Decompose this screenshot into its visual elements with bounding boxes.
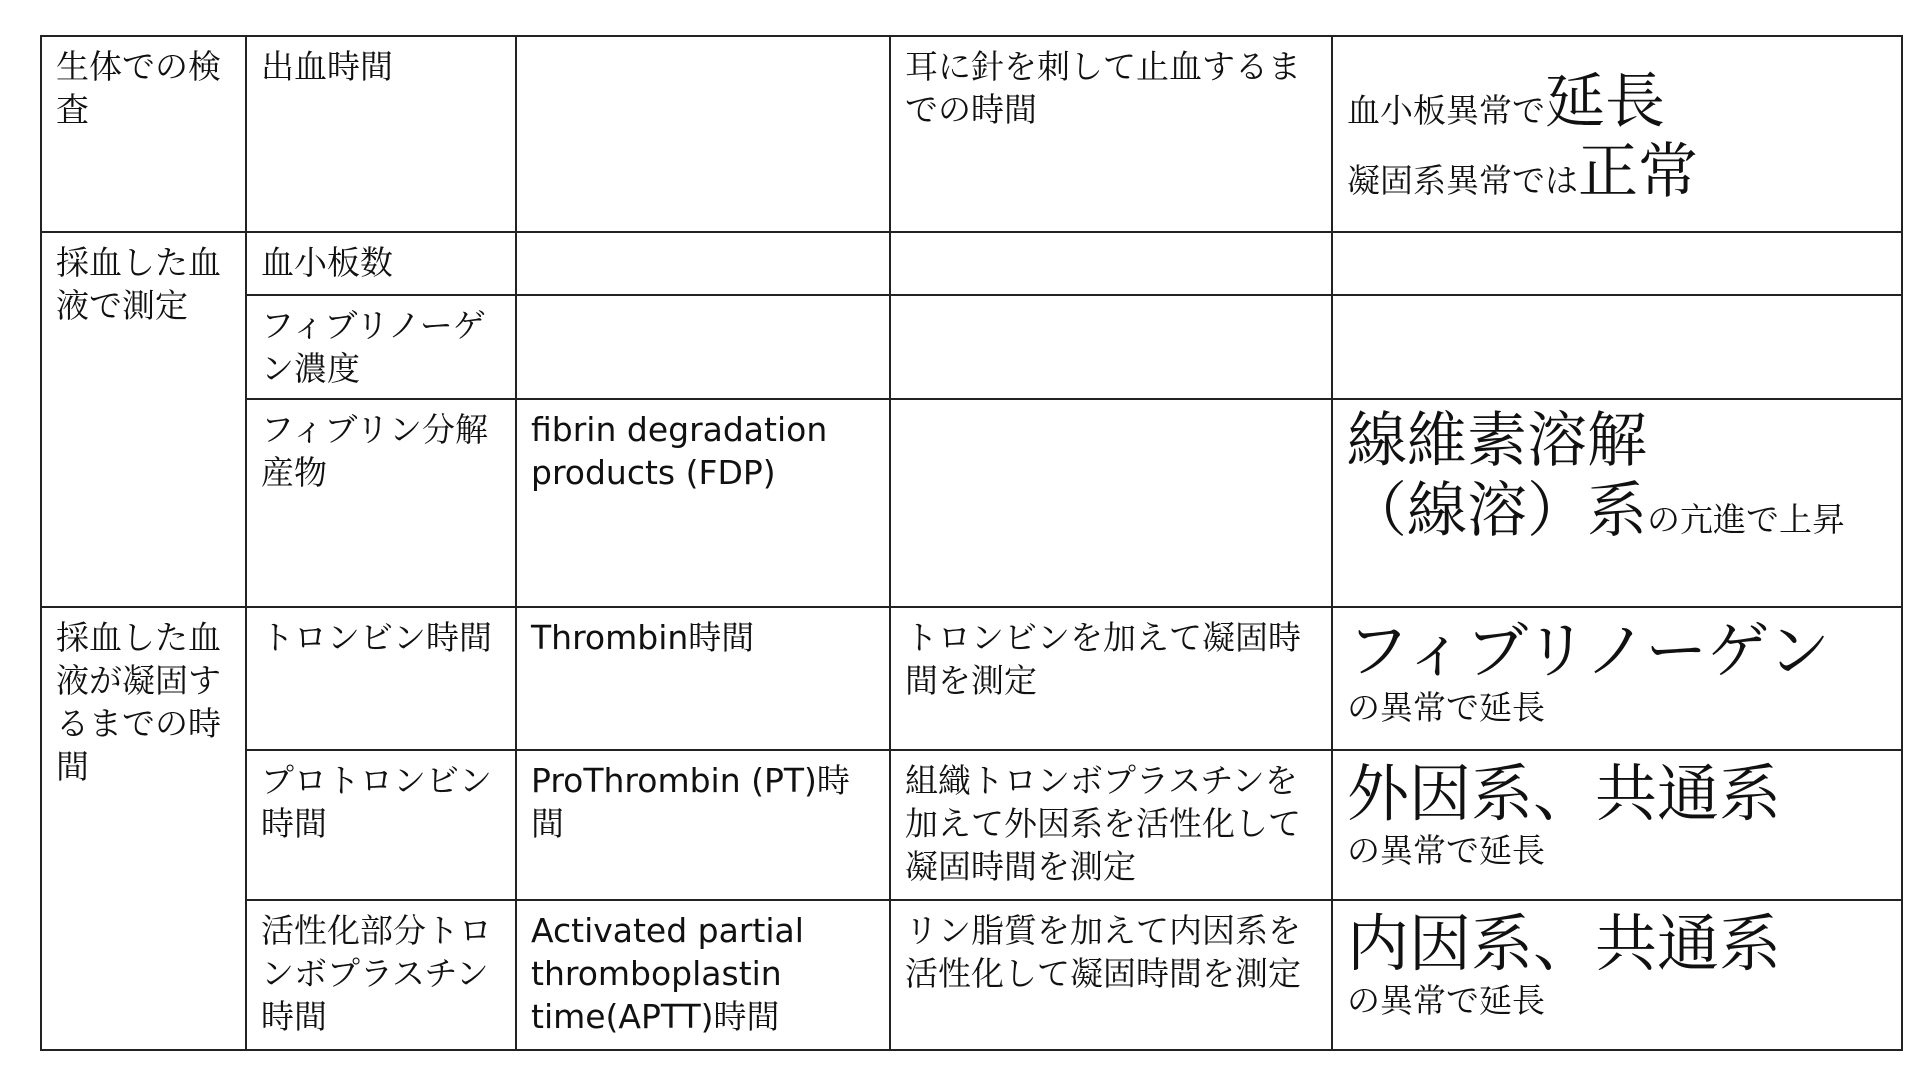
test-name-cell: フィブリン分解産物 (246, 399, 516, 607)
table-row (41, 750, 1902, 900)
result-line (1347, 476, 1887, 546)
table-row (41, 399, 1902, 607)
test-name-cell: フィブリノーゲン濃度 (246, 295, 516, 399)
result-small-text: の異常で延長 (1347, 981, 1545, 1020)
result-emphasis-text: 延長 (1545, 67, 1665, 137)
result-cell (1332, 750, 1902, 900)
result-small-text: 凝固系異常では (1347, 161, 1578, 200)
method-cell (890, 232, 1332, 295)
test-name-cell: 血小板数 (246, 232, 516, 295)
category-cell: 生体での検査 (41, 36, 246, 232)
method-cell: トロンビンを加えて凝固時間を測定 (890, 607, 1332, 750)
result-cell (1332, 36, 1902, 232)
result-emphasis-text: 内因系、共通系 (1347, 907, 1782, 980)
result-emphasis-text: 線維素溶解 (1347, 406, 1647, 476)
category-cell: 採血した血液が凝固するまでの時間 (41, 607, 246, 1050)
method-cell: リン脂質を加えて内因系を活性化して凝固時間を測定 (890, 900, 1332, 1050)
result-cell (1332, 399, 1902, 607)
table-row (41, 607, 1902, 750)
result-line (1347, 406, 1887, 476)
english-name-cell (516, 36, 890, 232)
result-cell (1332, 607, 1902, 750)
result-emphasis-text: 外因系、共通系 (1347, 757, 1782, 830)
test-name-cell: トロンビン時間 (246, 607, 516, 750)
method-cell: 耳に針を刺して止血するまでの時間 (890, 36, 1332, 232)
result-line (1347, 67, 1887, 137)
table-row (41, 900, 1902, 1050)
result-cell (1332, 232, 1902, 295)
result-cell (1332, 900, 1902, 1050)
english-name-cell (516, 295, 890, 399)
english-name-cell: fibrin degradation products (FDP) (516, 399, 890, 607)
english-name-cell (516, 232, 890, 295)
english-name-cell: ProThrombin (PT)時間 (516, 750, 890, 900)
result-emphasis-text: （線溶）系 (1347, 476, 1647, 546)
english-name-cell: Activated partial thromboplastin time(APTT)時間 (516, 900, 890, 1050)
result-emphasis-text: フィブリノーゲン (1347, 614, 1830, 687)
result-emphasis-text: 正常 (1578, 137, 1698, 207)
result-small-text: の亢進で上昇 (1647, 500, 1845, 539)
table-row (41, 232, 1902, 295)
table-row (41, 36, 1902, 232)
table-row (41, 295, 1902, 399)
test-name-cell: プロトロンビン時間 (246, 750, 516, 900)
test-name-cell: 出血時間 (246, 36, 516, 232)
english-name-cell: Thrombin時間 (516, 607, 890, 750)
result-small-text: 血小板異常で (1347, 91, 1545, 130)
test-name-cell: 活性化部分トロンボプラスチン時間 (246, 900, 516, 1050)
method-cell (890, 295, 1332, 399)
coagulation-test-table (40, 35, 1903, 1051)
result-small-text: の異常で延長 (1347, 831, 1545, 870)
result-small-text: の異常で延長 (1347, 688, 1545, 727)
result-cell (1332, 295, 1902, 399)
result-line (1347, 137, 1887, 207)
method-cell: 組織トロンボプラスチンを加えて外因系を活性化して凝固時間を測定 (890, 750, 1332, 900)
method-cell (890, 399, 1332, 607)
category-cell: 採血した血液で測定 (41, 232, 246, 607)
